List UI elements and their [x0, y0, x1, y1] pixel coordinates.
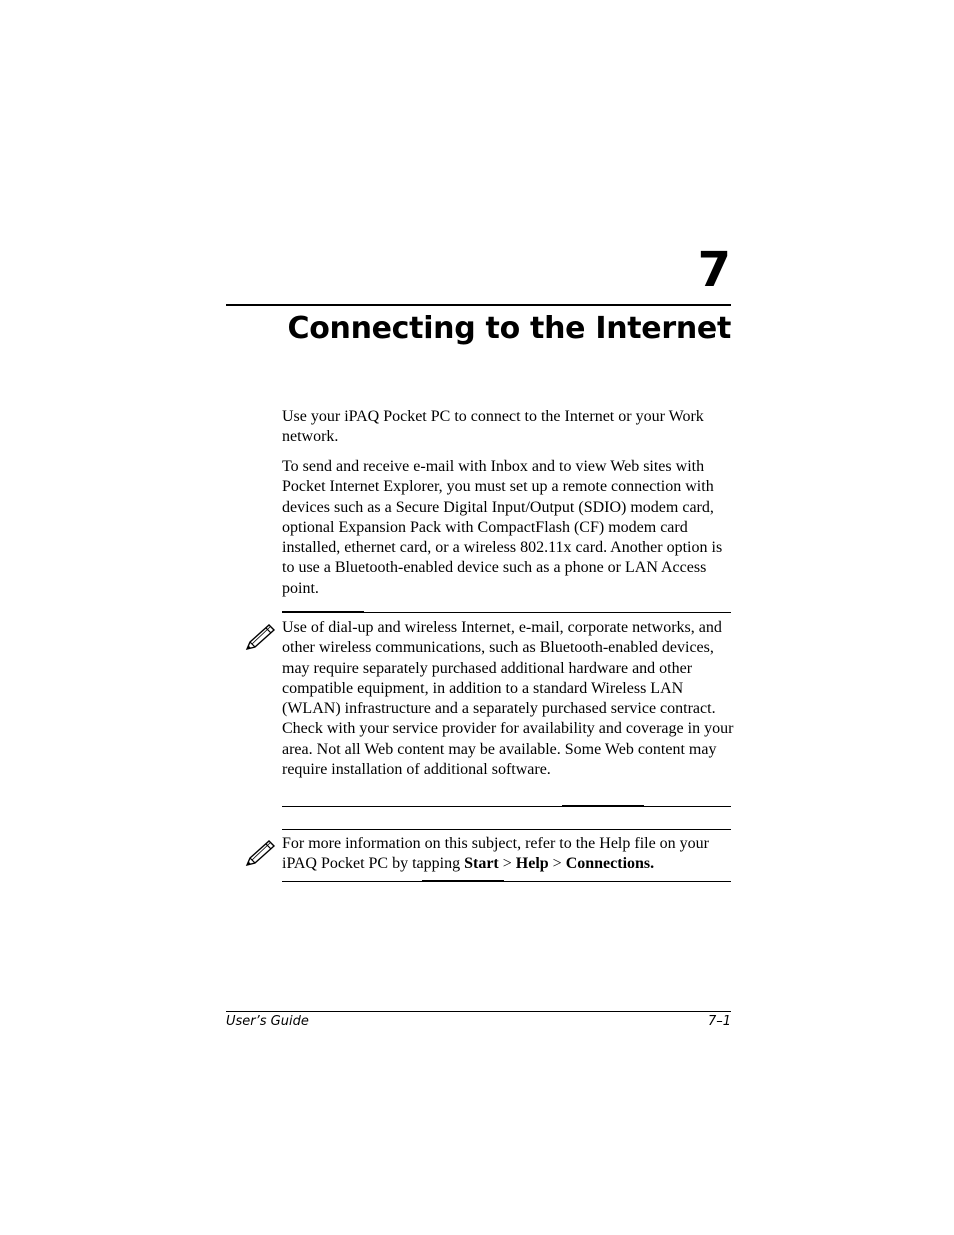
chapter-number: 7 [697, 242, 731, 298]
menu-path-separator: > [548, 855, 566, 873]
note-help-intro: For more information on this subject, refer to the Help file on your iPAQ Pocket PC by tapping [282, 835, 710, 873]
pencil-note-icon [243, 838, 277, 868]
chapter-rule [226, 304, 731, 306]
note-rule-bottom [282, 806, 731, 807]
note-text-help [282, 834, 734, 875]
chapter-title: Connecting to the Internet [287, 311, 731, 346]
intro-paragraph: Use your iPAQ Pocket PC to connect to the Internet or your Work network. [282, 408, 704, 446]
menu-path-help: Help [515, 855, 549, 873]
menu-path-separator: > [498, 855, 516, 873]
pencil-note-icon [243, 622, 277, 652]
note-rule-bottom [282, 881, 731, 882]
menu-path-start: Start [464, 855, 499, 873]
footer-rule [226, 1011, 731, 1012]
note-rule-top [282, 612, 731, 613]
menu-path-connections: Connections. [565, 855, 655, 873]
connection-paragraph: To send and receive e-mail with Inbox and to view Web sites with Pocket Internet Explorer, you must set up a remote connection with devices such as a Secure Digital Input/Output (SDIO) modem card, optional Expansion Pack with CompactFlash (CF) modem card installed, ethernet card, or a wireless 802.11x card. Another option is to use a Bluetooth-enabled device such as a phone or LAN Access point. [282, 458, 723, 597]
footer-page-number: 7–1 [707, 1014, 731, 1029]
note-text-dialup: Use of dial-up and wireless Internet, e-mail, corporate networks, and other wireless communications, such as Bluetooth-enabled devices, may require separately purchased additional hardware and other compatible equipment, in addition to a standard Wireless LAN (WLAN) infrastructure and a separately purchased service contract. Check with your service provider for availability and coverage in your area. Not all Web content may be available. Some Web content may require installation of additional software. [282, 619, 734, 779]
footer-guide-title: User’s Guide [226, 1014, 309, 1029]
note-rule-top [282, 829, 731, 830]
